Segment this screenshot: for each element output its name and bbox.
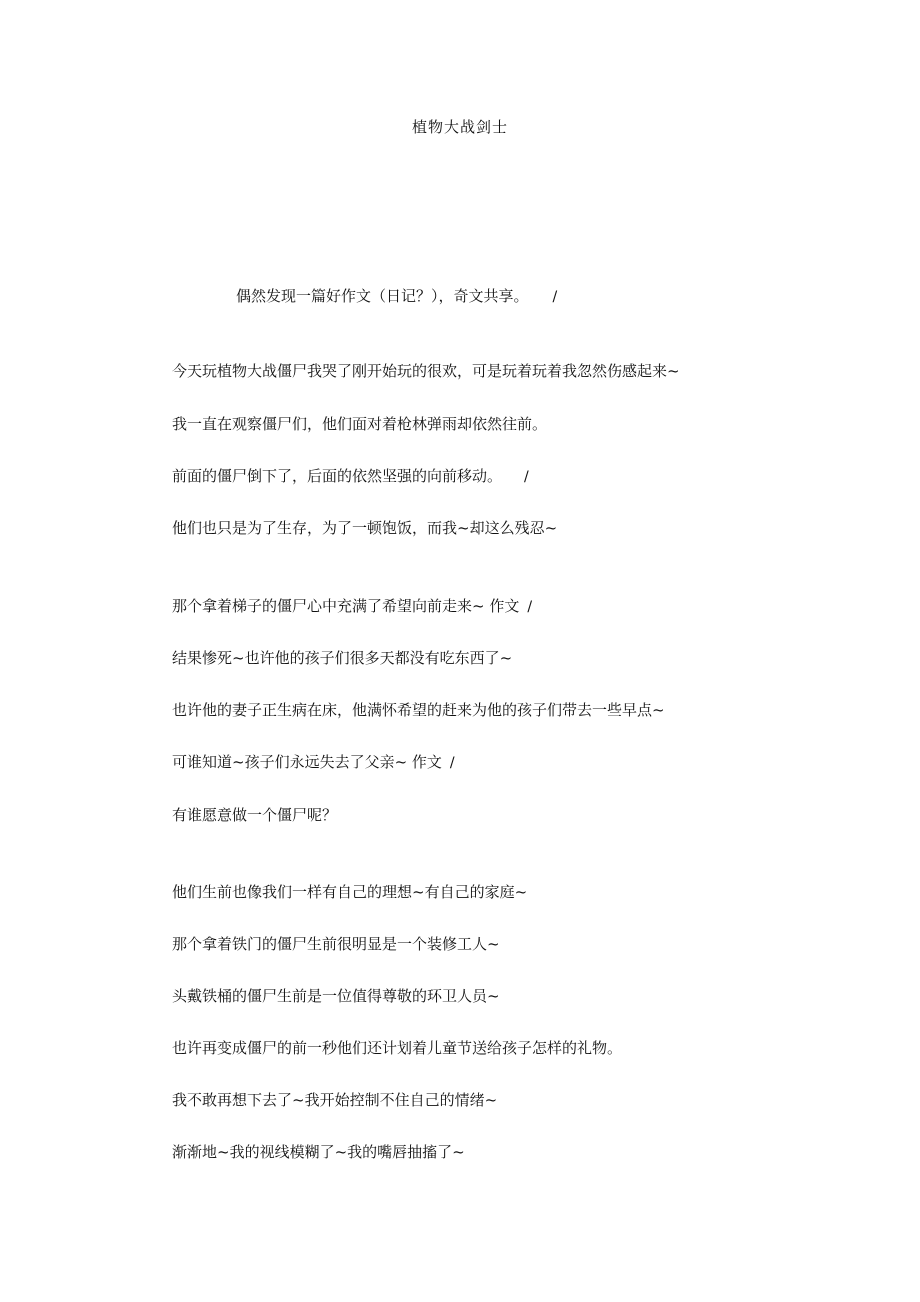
document-title: 植物大战剑士 [411, 118, 508, 136]
text-line: 头戴铁桶的僵尸生前是一位值得尊敬的环卫人员~ [172, 987, 500, 1005]
text-line: 我一直在观察僵尸们，他们面对着枪林弹雨却依然往前。 [172, 415, 548, 433]
text-line: 他们也只是为了生存，为了一顿饱饭，而我~却这么残忍~ [172, 519, 558, 537]
text-line-with-slash [172, 596, 532, 617]
text-line: 前面的僵尸倒下了，后面的依然坚强的向前移动。 [172, 467, 503, 485]
text-line: 可谁知道~孩子们永远失去了父亲~ 作文 [172, 753, 442, 771]
text-line: 也许他的妻子正生病在床，他满怀希望的赶来为他的孩子们带去一些早点~ [172, 701, 665, 719]
text-line: 有谁愿意做一个僵尸呢？ [172, 806, 338, 824]
text-line: 也许再变成僵尸的前一秒他们还计划着儿童节送给孩子怎样的礼物。 [172, 1039, 623, 1057]
text-line: 我不敢再想下去了~我开始控制不住自己的情绪~ [172, 1091, 498, 1109]
intro-text: 偶然发现一篇好作文（日记？），奇文共享。 [236, 287, 529, 305]
text-line-with-slash [172, 466, 529, 487]
text-line: 那个拿着梯子的僵尸心中充满了希望向前走来~ 作文 [172, 597, 520, 615]
text-line-with-slash [172, 752, 455, 773]
text-line: 今天玩植物大战僵尸我哭了刚开始玩的很欢，可是玩着玩着我忽然伤感起来~ [172, 362, 680, 380]
text-line: 结果惨死~也许他的孩子们很多天都没有吃东西了~ [172, 649, 513, 667]
slash-mark: / [449, 755, 455, 771]
intro-line [236, 286, 557, 307]
slash-mark: / [524, 469, 529, 485]
text-line: 他们生前也像我们一样有自己的理想~有自己的家庭~ [172, 883, 528, 901]
slash-mark: / [527, 599, 533, 615]
slash-mark: / [552, 289, 558, 305]
text-line: 那个拿着铁门的僵尸生前很明显是一个装修工人~ [172, 935, 500, 953]
text-line: 渐渐地~我的视线模糊了~我的嘴唇抽搐了~ [172, 1143, 465, 1161]
